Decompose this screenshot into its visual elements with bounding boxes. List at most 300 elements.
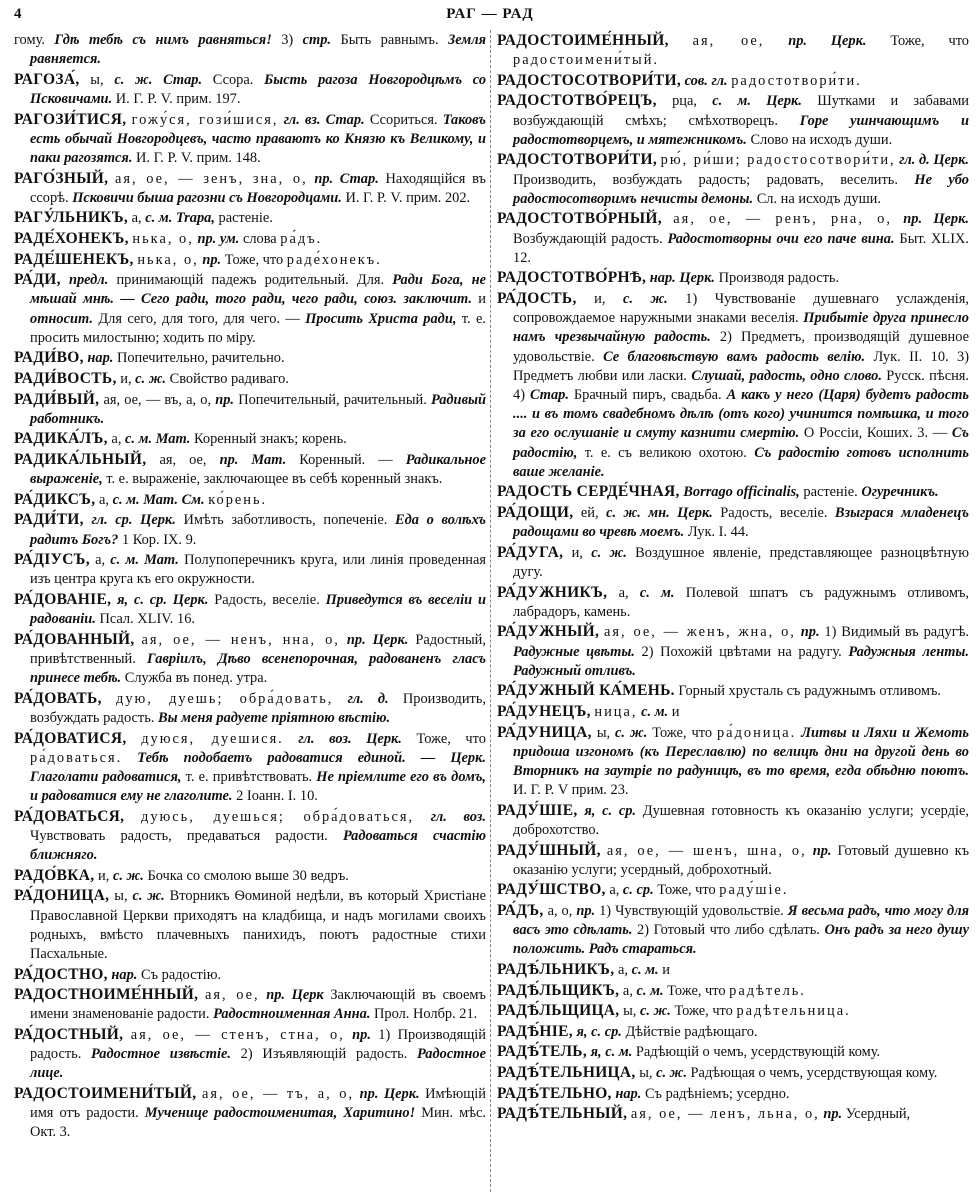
italic-text: пр. — [202, 251, 222, 268]
italic-text: Се благовѣствую вамъ радость велію. — [603, 348, 866, 365]
spaced-text: ая, ое, — тъ, а, о, — [201, 1085, 355, 1102]
italic-text: нар. — [87, 350, 114, 367]
definition-text — [892, 211, 903, 227]
spaced-text: дуюсь, дуешься; обра́доваться, — [141, 808, 415, 825]
italic-text: Радужныя ленты. Радужный отливъ. — [513, 643, 969, 679]
italic-text: Тебѣ подобаетъ радоватися единой. — Церк. Глаголати радоватися, — [30, 749, 486, 785]
dictionary-entry — [497, 1022, 969, 1042]
definition-text: Коренный. — — [286, 451, 406, 468]
headword: РАДОСТЬ СЕРДЕ́ЧНАЯ, — [497, 483, 680, 501]
italic-text: Псковичи быша рагозни съ Новгородцами. — [72, 189, 342, 206]
definition-text: а, — [89, 552, 111, 569]
italic-text: Borrago officinalis, — [683, 484, 800, 501]
dictionary-entry — [14, 510, 486, 549]
italic-text: Радостное лице. — [30, 1046, 486, 1082]
headword: РА́ДІУСЪ, — [14, 551, 90, 569]
definition-text: Тоже, что — [866, 33, 969, 49]
definition-text: а, — [607, 584, 640, 601]
headword: РА́ДУЖНЫЙ, — [497, 623, 600, 641]
definition-text: Тоже, что — [663, 982, 730, 999]
dictionary-entry — [497, 268, 969, 288]
spaced-text: дуюся, дуешися. — [141, 730, 284, 747]
italic-text: Съ радостію готовъ исполнить ваше желаніе. — [513, 444, 969, 480]
dictionary-entry — [14, 729, 486, 807]
definition-text: 2) Изъявляющій радость. — [230, 1046, 418, 1063]
spaced-text: ая, ое, — ренъ, рна, о, — [673, 211, 892, 228]
dictionary-entry — [14, 250, 486, 270]
italic-text: Съ радостію, — [513, 425, 969, 461]
definition-text: а, — [107, 431, 126, 448]
italic-text: с. м. — [641, 703, 669, 720]
spaced-text: ница, — [594, 703, 638, 720]
definition-text: Псал. XLIV. 16. — [95, 611, 195, 628]
definition-text: гому. — [14, 32, 55, 48]
spaced-text: ая, ое, — шенъ, шна, о, — [606, 842, 807, 859]
dictionary-entry — [14, 965, 486, 985]
italic-text: с. ср. — [622, 882, 654, 899]
headword: РАДИ́ТИ, — [14, 511, 84, 529]
italic-text: Радостотворны очи его паче вина. — [667, 230, 895, 247]
dictionary-entry — [14, 208, 486, 228]
definition-text: Усердный, — [842, 1106, 911, 1123]
italic-text: пр. Церк. — [346, 631, 409, 648]
italic-text: с. м. — [636, 982, 664, 999]
definition-text: Для сего, для того, для чего. — — [92, 310, 306, 327]
spaced-text: раде́хонекъ. — [286, 251, 382, 268]
headword: РАДѢ́ЛЬЩИКЪ, — [497, 981, 620, 999]
spaced-text: ая, ое, — ненъ, нна, о, — [141, 631, 340, 648]
dictionary-entry — [497, 1042, 969, 1062]
definition-text: Бочка со смолою выше 30 ведръ. — [143, 867, 349, 884]
italic-text: пр. Стар. — [314, 170, 379, 187]
italic-text: с. м. — [631, 961, 659, 978]
definition-text: ая, ое, — [146, 451, 220, 468]
headword: РАДУ́ШСТВО, — [497, 881, 606, 899]
italic-text: с. м. — [639, 584, 675, 601]
dictionary-entry — [14, 229, 486, 249]
italic-text: с. ж. мн. Церк. — [606, 505, 713, 521]
definition-text — [123, 1027, 130, 1043]
italic-text: пр. — [352, 1026, 371, 1043]
italic-text: с. ж. — [656, 1064, 687, 1081]
italic-text: Стар. — [529, 387, 569, 403]
definition-text: и, — [116, 370, 136, 387]
headword: РА́ДУНЕЦЪ, — [497, 702, 591, 720]
dictionary-entry — [14, 886, 486, 964]
spaced-text: нька, о, — [132, 230, 194, 247]
headword: РА́ДОСТНЫЙ, — [14, 1025, 124, 1043]
italic-text: Литвы и Ляхи и Жемоть придоша изгономъ (къ Переславлю) по велицѣ дни на другой день во Вторникъ на заутріе по радуницѣ, въ то время, егда обѣдню поютъ. — [513, 724, 970, 779]
italic-text: сов. гл. — [684, 72, 728, 89]
definition-text: Радость, веселіе. — [208, 591, 326, 608]
headword: РАДѢ́ЛЬЩИЦА, — [497, 1002, 620, 1020]
spaced-text: ра́дъ. — [280, 230, 323, 247]
headword: РАДОСТОТВО́РНѢ, — [497, 269, 647, 287]
definition-text: рца, — [656, 93, 713, 110]
definition-text: Готовый душевно къ оказанію услуги; усердный, доброхотный. — [513, 842, 970, 878]
headword: РАДУ́ШНЫЙ, — [497, 841, 601, 859]
definition-text: Брачный пиръ, свадьба. — [568, 387, 727, 403]
definition-text: Радѣющая о чемъ, усердствующая кому. — [686, 1064, 938, 1081]
definition-text: 2) Готовый что либо сдѣлать. — [632, 922, 825, 939]
dictionary-entry — [497, 880, 969, 900]
definition-text: Производя радость. — [715, 270, 840, 287]
definition-text: Шутками и забавами возбуждающій смѣхъ; смѣхотворецъ. — [513, 93, 970, 129]
definition-text: а, — [128, 210, 146, 227]
definition-text — [662, 211, 673, 227]
definition-text: Быт. XLIX. 12. — [513, 230, 969, 266]
italic-text: пр. ум. — [197, 230, 240, 247]
italic-text: Онъ радъ за него душу положить. Радъ стараться. — [513, 922, 969, 958]
headword: РАДИ́ВО, — [14, 349, 84, 367]
spaced-text: радѣтельница. — [736, 1003, 851, 1020]
definition-text: Коренный знакъ; корень. — [190, 431, 347, 448]
dictionary-entry — [497, 1104, 969, 1124]
italic-text: Гавріилъ, Дѣво всенепорочная, радованенъ гласъ принесе тебѣ. — [30, 650, 486, 687]
italic-text: Вы меня радуете пріятною вѣстію. — [157, 709, 391, 726]
spaced-text: нька, о, — [137, 251, 199, 268]
definition-text: И. Г. Р. V. прим. 148. — [132, 150, 261, 166]
definition-text: Вторникъ Ѳоминой недѣли, въ который Христіане Православной Церкви приходятъ на кладбища, и надъ могилами своихъ родныхъ, вмѣсто плачевныхъ панихидъ, поютъ радостные стихи Пасхальные. — [30, 888, 486, 962]
dictionary-entry — [497, 31, 969, 70]
definition-text: т. е. выраженіе, заключающее въ себѣ коренный знакъ. — [102, 471, 443, 488]
dictionary-entry — [497, 91, 969, 150]
italic-text: с. ж. — [639, 1003, 671, 1020]
definition-text: и — [658, 961, 670, 978]
running-head: РАГ — РАД — [446, 6, 534, 22]
italic-text: с. ж. — [615, 724, 648, 741]
dictionary-entry — [14, 550, 486, 589]
italic-text: пр. Церк — [266, 987, 324, 1004]
definition-text: ы, — [109, 888, 133, 905]
italic-text: я, с. ср. — [576, 1023, 622, 1040]
italic-text: Радивый работникъ. — [30, 391, 486, 427]
headword: РА́ДИКСЪ, — [14, 490, 96, 508]
italic-text: с. м. Церк. — [712, 93, 802, 110]
dictionary-entry — [14, 110, 486, 169]
italic-text: с. ж. — [591, 544, 627, 561]
italic-text: Таковъ есть обычай Новгородцевъ, часто праваютъ ко Князю къ Великому, и паки рагозятся. — [30, 111, 486, 166]
dictionary-entry — [14, 490, 486, 510]
italic-text: с. ж. Стар. — [114, 71, 203, 88]
definition-text: Попечительный, рачительный. — [234, 391, 431, 408]
definition-text: растеніе. — [799, 484, 862, 501]
spaced-text: ко́рень. — [208, 491, 268, 508]
italic-text: я, с. м. — [590, 1044, 633, 1061]
definition-text: и — [668, 703, 680, 720]
headword: РАДѢ́ЛЬНИКЪ, — [497, 960, 615, 978]
spaced-text: радостотвори́ти. — [731, 72, 862, 89]
dictionary-entry — [497, 702, 969, 722]
italic-text: с. ж. — [622, 290, 668, 307]
spaced-text: ая, ое, — [692, 33, 765, 49]
definition-text: а, о, — [543, 902, 577, 919]
spaced-text: ая, ое, — ленъ, льна, о, — [630, 1106, 820, 1123]
italic-text: с. м. Мат. — [125, 431, 191, 448]
headword: РАДЕ́ХОНЕКЪ, — [14, 229, 129, 247]
italic-text: гл. д. — [347, 690, 389, 707]
dictionary-entry — [497, 681, 969, 701]
italic-text: Слушай, радость, одно слово. — [691, 367, 882, 384]
italic-text: нар. — [111, 966, 138, 983]
headword: РАДО́ВКА, — [14, 866, 95, 884]
definition-text: и — [471, 291, 486, 308]
headword: РА́ДОСТЬ, — [497, 289, 577, 307]
spaced-text: ая, ое, — женъ, жна, о, — [604, 624, 796, 641]
definition-text — [127, 731, 142, 747]
italic-text: Мученице радостоименитая, Харитино! — [144, 1105, 416, 1122]
italic-text: нар. — [615, 1085, 642, 1102]
headword: РА́ДОНИЦА, — [14, 887, 110, 905]
dictionary-entry — [14, 1084, 486, 1143]
headword: РАДОСТОТВОРИ́ТИ, — [497, 151, 657, 169]
definition-text: Имѣющій имя отъ радости. — [30, 1085, 487, 1122]
italic-text: предл. — [68, 272, 109, 289]
headword: РАГУ́ЛЬНИКЪ, — [14, 209, 129, 227]
italic-text: Просить Христа ради, — [305, 310, 457, 327]
italic-text: гл. воз. — [430, 808, 486, 825]
definition-text — [414, 809, 431, 825]
dictionary-entry — [14, 450, 486, 489]
italic-text: Огуречникъ. — [861, 484, 939, 501]
definition-text: Тоже, что — [653, 882, 720, 899]
italic-text: я, с. ср. Церк. — [117, 591, 209, 608]
definition-text — [333, 691, 347, 707]
definition-text — [198, 987, 205, 1003]
italic-text: с. м. Мат. См. — [112, 491, 205, 508]
definition-text: Русск. пѣсня. 4) — [513, 367, 969, 403]
definition-text — [124, 809, 141, 825]
definition-text — [122, 750, 137, 766]
dictionary-entry — [14, 985, 486, 1024]
definition-text: Служба въ понед. утра. — [121, 670, 268, 687]
definition-text: 2 Іоанн. I. 10. — [232, 788, 318, 805]
headword: РАДУ́ШІЕ, — [497, 801, 578, 819]
definition-text: ы, — [635, 1064, 657, 1081]
dictionary-entry — [497, 981, 969, 1001]
headword: РАДОСТОИМЕНИ́ТЫЙ, — [14, 1084, 197, 1102]
italic-text: А какъ у него (Царя) будетъ радость .... и въ томъ свадебномъ дѣлѣ (отъ кого) учинится помѣшка, и того за его ослушаніе и смуту казнити смертію. — [513, 387, 969, 442]
italic-text: гл. ср. Церк. — [91, 512, 176, 529]
italic-text: пр. — [800, 624, 820, 641]
definition-text: Радость, веселіе. — [712, 505, 835, 521]
italic-text: нар. Церк. — [649, 270, 716, 287]
italic-text: с. ж. — [132, 888, 165, 905]
dictionary-entry — [497, 209, 969, 268]
column-divider — [490, 30, 492, 1192]
italic-text: пр. Мат. — [219, 451, 287, 468]
definition-text — [669, 33, 693, 49]
headword: РАДОСТОИМЕ́ННЫЙ, — [497, 32, 669, 49]
dictionary-entry — [14, 590, 486, 629]
dictionary-entry — [497, 543, 969, 582]
definition-text: Лук. I. 44. — [684, 524, 749, 541]
page-number: 4 — [14, 6, 22, 22]
headword: РА́ДУНИЦА, — [497, 723, 592, 741]
definition-text — [284, 731, 299, 747]
spaced-text: ра́доница. — [716, 724, 797, 741]
dictionary-entry — [497, 150, 969, 209]
spaced-text: ра́доваться. — [30, 749, 123, 766]
headword: РАДѢ́ТЕЛЬНО, — [497, 1084, 612, 1102]
definition-text: Попечительно, рачительно. — [113, 350, 285, 367]
definition-text: Чувствовать радость, предаваться радости. — [30, 827, 343, 844]
dictionary-entry — [497, 801, 969, 840]
headword: РА́ДОВАНІЕ, — [14, 590, 112, 608]
definition-text: Полевой шпатъ съ радужнымъ отливомъ, лабрадоръ, камень. — [513, 584, 969, 620]
italic-text: Горе ушнчающимъ и радостотворцемъ, и мятежникомъ. — [513, 112, 969, 148]
spaced-text: ая, ое, — зенъ, зна, о, — [114, 170, 308, 187]
definition-text: Ссориться. — [364, 111, 443, 128]
definition-text: Тоже, что — [647, 724, 717, 741]
headword: РАДИКА́ЛЬНЫЙ, — [14, 450, 147, 468]
italic-text: Я весьма радъ, что могу для васъ это сдѣлать. — [513, 902, 969, 939]
dictionary-entry — [497, 503, 969, 542]
definition-text: Тоже, что — [401, 730, 486, 747]
dictionary-entry — [14, 70, 486, 109]
dictionary-entry — [14, 348, 486, 368]
dictionary-entry — [14, 270, 486, 348]
definition-text: Быть равнымъ. — [331, 32, 448, 48]
headword: РАГО́ЗНЫЙ, — [14, 169, 109, 187]
definition-text: Находящійся въ ссорѣ. — [30, 170, 486, 206]
definition-text: Производить, возбуждать радость. — [30, 690, 486, 726]
italic-text: пр. Церк. — [359, 1085, 420, 1102]
italic-text: Радостноименная Анна. — [213, 1006, 371, 1023]
headword: РА́ДУГА, — [497, 543, 564, 561]
italic-text: с. м. Мат. — [110, 552, 179, 569]
definition-text — [340, 632, 347, 648]
definition-text: Тоже, что — [221, 251, 287, 268]
italic-text: пр. — [576, 902, 596, 919]
definition-text: т. е. просить милостыню; ходить по міру. — [30, 310, 486, 346]
definition-text: Производить, возбуждать радость; радовать, веселить. — [513, 171, 915, 188]
headword: РАДОСТНОИМЕ́ННЫЙ, — [14, 986, 199, 1004]
definition-text: 1) Чувствующій удовольствіе. — [595, 902, 788, 919]
definition-text: 2) Похожій цвѣтами на радугу. — [634, 643, 849, 660]
dictionary-entry — [14, 390, 486, 429]
definition-text: т. е. привѣтствовать. — [181, 768, 317, 785]
definition-text: ы, — [79, 71, 115, 88]
dictionary-entry — [14, 369, 486, 389]
italic-text: Земля равняется. — [30, 32, 486, 68]
italic-text: Взыграся младенецъ радощами во чревѣ моемъ. — [513, 505, 969, 541]
headword: РА́ДОВАННЫЙ, — [14, 630, 135, 648]
spaced-text: рю́, ри́ши; радостосотвори́ти, — [660, 152, 896, 169]
definition-text: 1) Видимый въ радугѣ. — [819, 624, 970, 641]
definition-text: Воздушное явленіе, представляющее разноцвѣтную дугу. — [513, 544, 969, 580]
italic-text: относит. — [30, 310, 93, 327]
definition-text: а, — [605, 882, 623, 899]
headword: РАДѢ́ТЕЛЬ, — [497, 1043, 588, 1061]
definition-text: И. Г. Р. V. прим. 202. — [341, 189, 471, 206]
headword: РАДИ́ВОСТЬ, — [14, 369, 117, 387]
entry-continuation — [14, 31, 486, 69]
italic-text: пр. — [823, 1106, 843, 1123]
page-header — [0, 4, 980, 26]
spaced-text: дую, дуешь; обра́довать, — [116, 690, 334, 707]
dictionary-entry — [497, 289, 969, 482]
dictionary-entry — [14, 169, 486, 208]
definition-text: Дѣйствіе радѣющаго. — [621, 1023, 758, 1040]
definition-text: ы, — [591, 724, 616, 741]
headword: РАДОСТОСОТВОРИ́ТИ, — [497, 71, 682, 89]
dictionary-entry — [14, 807, 486, 866]
definition-text: ей, — [573, 505, 607, 521]
definition-text: Мин. мѣс. Окт. 3. — [30, 1105, 486, 1141]
headword: РА́ДУЖНИКЪ, — [497, 583, 608, 601]
definition-text — [61, 272, 69, 288]
definition-text: т. е. съ великою охотою. — [577, 444, 755, 461]
definition-text: 1) Производящій радость. — [30, 1026, 486, 1063]
definition-text: И. Г. Р. V прим. 23. — [513, 782, 629, 799]
spaced-text: радѣтель. — [729, 982, 806, 999]
definition-text: 3) — [271, 32, 303, 48]
headword: РА́ДОВАТЬСЯ, — [14, 807, 125, 825]
definition-text — [102, 691, 116, 707]
definition-text: а, — [95, 491, 113, 508]
italic-text: стр. — [302, 32, 332, 48]
italic-text: Радикальное выраженіе, — [30, 451, 486, 488]
italic-text: Прибытіе друга принесло намъ чрезвычайную радость. — [513, 310, 969, 346]
definition-text: Радѣющій о чемъ, усердствующій кому. — [632, 1044, 881, 1061]
headword: РА́ДОСТНО, — [14, 965, 108, 983]
left-column — [14, 31, 486, 1143]
italic-text: Приведутся въ веселіи и радованіи. — [30, 591, 487, 628]
definition-text: Свойство радиваго. — [166, 370, 289, 387]
definition-text: ы, — [619, 1003, 640, 1020]
italic-text: пр. Церк. — [788, 33, 867, 49]
italic-text: Еда о волѣхъ радитъ Богъ? — [30, 512, 486, 548]
definition-text: Полупоперечникъ круга, или линія проведенная изъ центра круга къ его окружности. — [30, 552, 486, 588]
italic-text: пр. — [215, 391, 235, 408]
dictionary-entry — [497, 841, 969, 880]
definition-text: Душевная готовность къ оказанію услуги; усердіе, доброхотство. — [513, 802, 969, 838]
italic-text: Радужные цвѣты. — [513, 643, 635, 660]
dictionary-entry — [497, 1001, 969, 1021]
definition-text: Ссора. — [202, 71, 265, 88]
definition-text: Лук. II. 10. 3) Предметъ любви или ласки. — [513, 348, 969, 384]
definition-text: и, — [563, 544, 592, 561]
definition-text: слова — [239, 230, 281, 247]
definition-text — [108, 171, 115, 187]
definition-text: принимающій падежъ родительный. Для. — [108, 272, 393, 289]
headword: РА́ДОЩИ, — [497, 504, 574, 521]
italic-text: с. ж. — [135, 370, 167, 387]
italic-text: Ради Бога, не мѣшай мнѣ. — Сего ради, того ради, чего ради, — [30, 272, 486, 308]
definition-text: и, — [94, 867, 113, 884]
definition-text: 1 Кор. IX. 9. — [118, 531, 197, 548]
definition-text: ая, ое, — въ, а, о, — [99, 391, 216, 408]
definition-text: 1) Чувствованіе душевнаго услажденія, сопровождаемое наружными знаками веселія. — [513, 290, 969, 327]
headword: РАДѢ́НІЕ, — [497, 1022, 573, 1040]
dictionary-entry — [497, 723, 969, 801]
italic-text: Радоваться счастію ближняго. — [30, 827, 486, 864]
definition-text: растеніе. — [214, 210, 273, 227]
spaced-text: гожу́ся, гози́шися, — [131, 111, 279, 128]
dictionary-entry — [14, 689, 486, 728]
italic-text: гл. вз. Стар. — [283, 111, 365, 128]
dictionary-entry — [497, 482, 969, 502]
dictionary-entry — [14, 866, 486, 886]
headword: РАГОЗА́, — [14, 70, 80, 88]
italic-text: с. м. Trapa, — [145, 210, 215, 227]
headword: РА́ДОВАТИСЯ, — [14, 729, 127, 747]
dictionary-entry — [497, 960, 969, 980]
definition-text: Горный хрусталь съ радужнымъ отливомъ. — [674, 683, 942, 700]
definition-text: Прол. Нолбр. 21. — [370, 1006, 478, 1023]
italic-text: союз. заключит. — [364, 291, 472, 308]
